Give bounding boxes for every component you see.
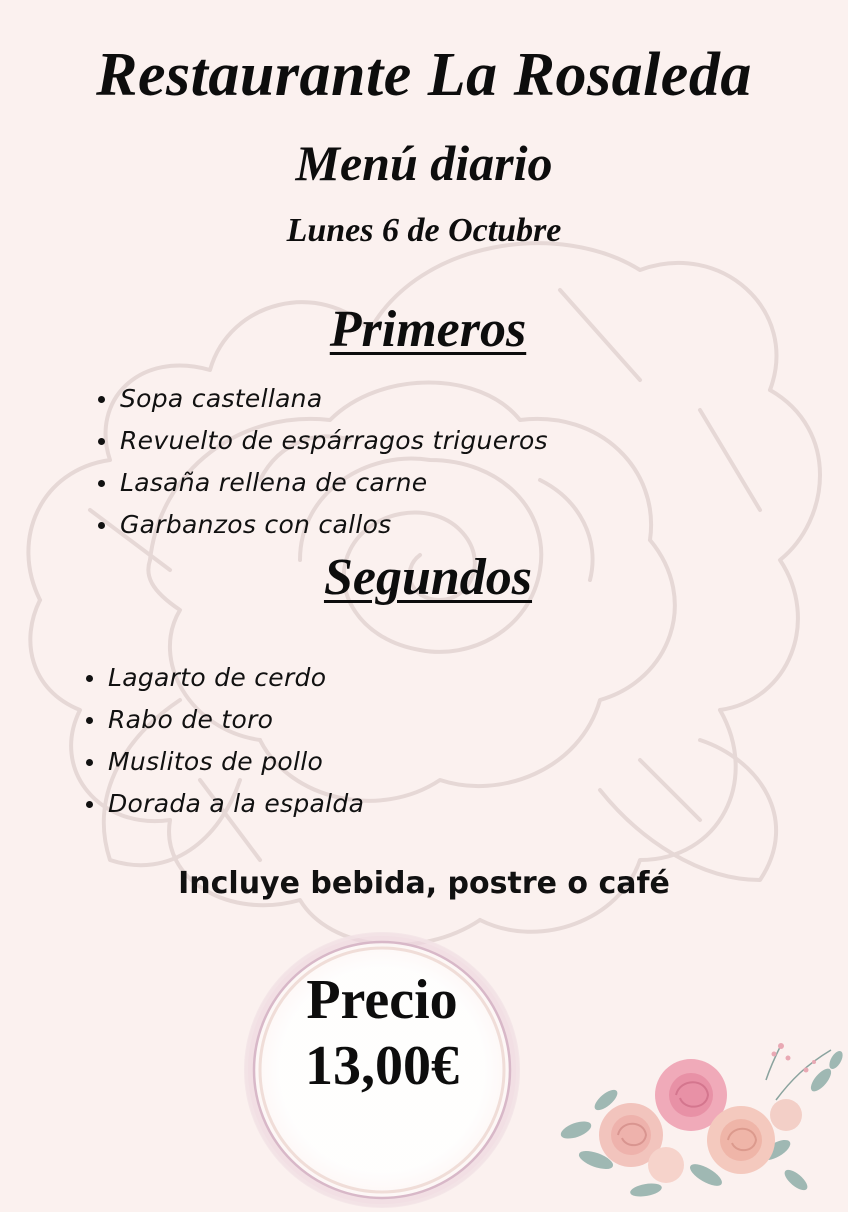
includes-note: Incluye bebida, postre o café bbox=[178, 866, 670, 901]
list-item: Rabo de toro bbox=[84, 699, 364, 741]
price-amount: 13,00€ bbox=[305, 1035, 459, 1097]
list-item: Muslitos de pollo bbox=[84, 741, 364, 783]
list-item: Lagarto de cerdo bbox=[84, 657, 364, 699]
menu-date: Lunes 6 de Octubre bbox=[286, 212, 562, 249]
primeros-heading: Primeros bbox=[329, 301, 527, 358]
pink-roses-bouquet-icon bbox=[556, 1040, 848, 1200]
segundos-list bbox=[84, 657, 364, 825]
list-item: Lasaña rellena de carne bbox=[96, 462, 548, 504]
price-label: Precio bbox=[306, 969, 458, 1031]
list-item: Dorada a la espalda bbox=[84, 783, 364, 825]
segundos-heading: Segundos bbox=[323, 549, 533, 606]
list-item: Garbanzos con callos bbox=[96, 504, 548, 546]
restaurant-name: Restaurante La Rosaleda bbox=[96, 41, 752, 109]
menu-title: Menú diario bbox=[295, 135, 553, 191]
list-item: Revuelto de espárragos trigueros bbox=[96, 420, 548, 462]
list-item: Sopa castellana bbox=[96, 378, 548, 420]
primeros-list bbox=[96, 378, 548, 546]
